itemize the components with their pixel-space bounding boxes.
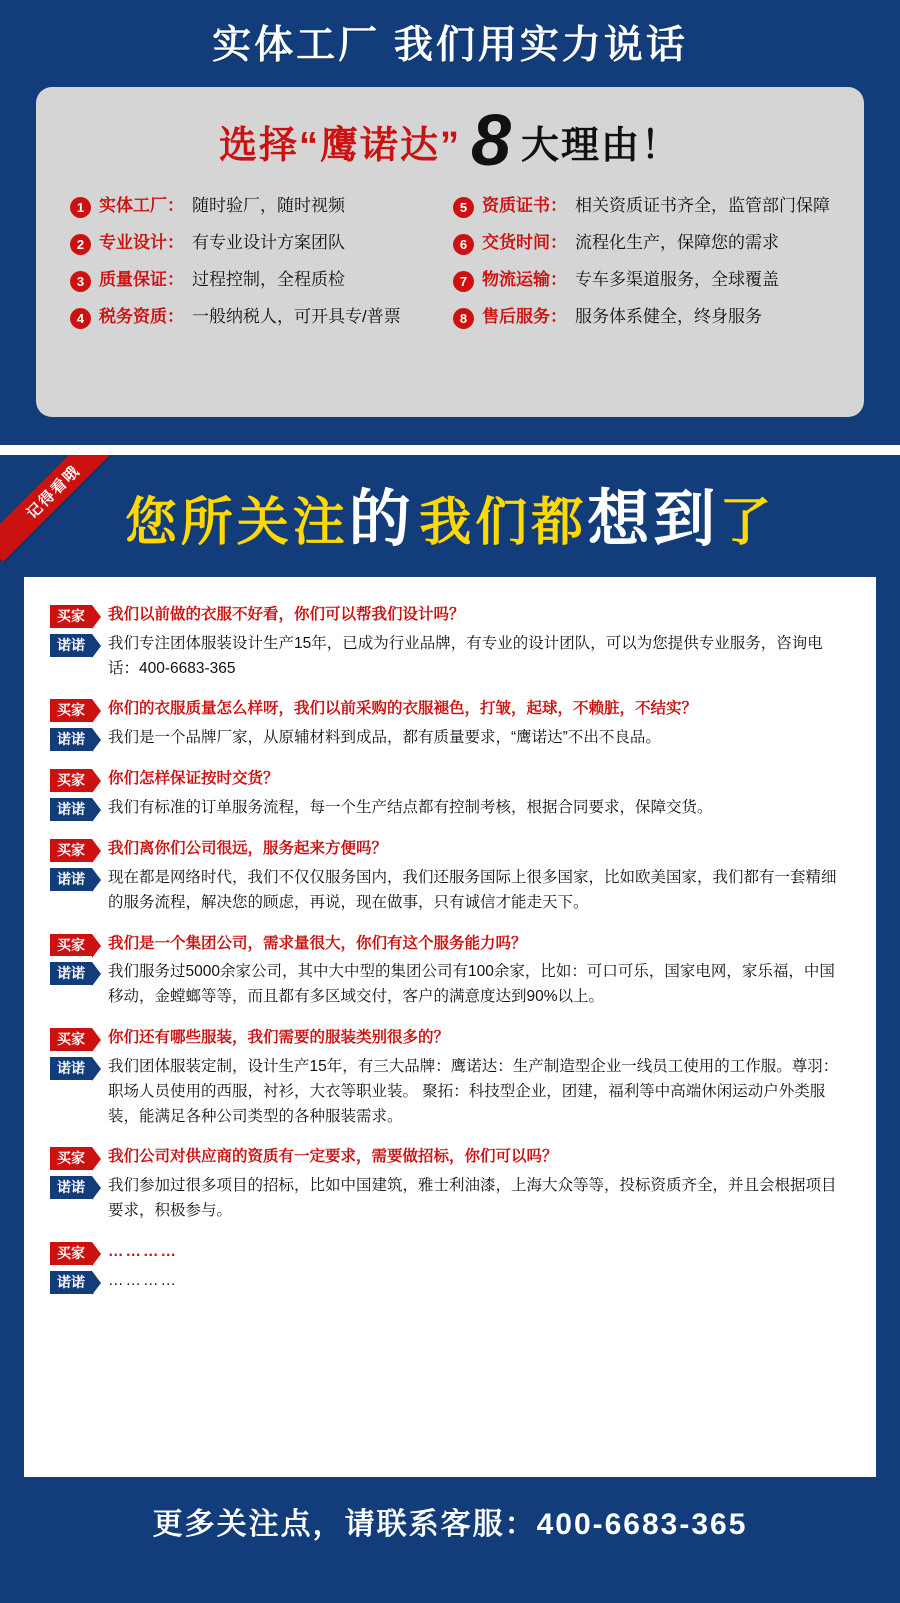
contact-footer: 更多关注点，请联系客服：400-6683-365: [152, 1508, 748, 1541]
faq-question-text: 你们怎样保证按时交货？: [108, 770, 279, 788]
faq-title-part2: 的: [348, 485, 415, 554]
seller-tag: 诺诺: [50, 634, 92, 657]
faq-answer-row: [50, 1174, 850, 1224]
faq-title-part5: 了: [719, 494, 776, 552]
heading-red-prefix: 选择“鹰诺达”: [218, 124, 461, 167]
seller-tag: 诺诺: [50, 1057, 92, 1080]
faq-section: [0, 455, 900, 1603]
faq-title-part4: 想到: [587, 485, 720, 554]
reason-item: [453, 232, 830, 255]
section-divider: [0, 445, 900, 455]
faq-item: [50, 767, 850, 821]
faq-item: [50, 697, 850, 751]
faq-answer-row: [50, 632, 850, 682]
buyer-tag: 买家: [50, 1147, 92, 1170]
heading-black-suffix: 大理由！: [521, 124, 682, 167]
faq-answer-row: [50, 726, 850, 751]
seller-tag: 诺诺: [50, 798, 92, 821]
reason-item: [70, 306, 443, 329]
faq-question-row: [50, 603, 850, 628]
reason-number-badge: 5: [453, 197, 474, 218]
faq-question-row: [50, 1026, 850, 1051]
buyer-tag: 买家: [50, 605, 92, 628]
heading-big-number: 8: [470, 100, 512, 181]
faq-question-text: 我们以前做的衣服不好看，你们可以帮我们设计吗？: [108, 606, 465, 623]
reason-number-badge: 2: [70, 234, 91, 255]
reason-number-badge: 7: [453, 271, 474, 292]
faq-question-row: [50, 837, 850, 862]
seller-tag: 诺诺: [50, 1176, 92, 1199]
faq-title-part1: 您所关注: [124, 494, 349, 552]
reason-item: [453, 195, 830, 218]
faq-answer-text: 我们有标准的订单服务流程，每一个生产结点都有控制考核，根据合同要求，保障交货。: [108, 799, 713, 817]
factory-strength-section: [0, 0, 900, 445]
reason-text: 服务体系健全，终身服务: [575, 307, 762, 327]
reason-label: 实体工厂：: [99, 196, 184, 216]
faq-answer-text: 我们团体服装定制，设计生产15年，有三大品牌：鹰诺达：生产制造型企业一线员工使用的工作服。尊羽：职场人员使用的西服，衬衫，大衣等职业装。 聚拓：科技型企业，团建，福利等中高端休闲运动户外类服装，能满足各种公司类型的各种服装需求。: [108, 1057, 839, 1125]
reason-number-badge: 6: [453, 234, 474, 255]
faq-item: [50, 1026, 850, 1129]
reasons-grid: [64, 191, 836, 329]
reason-item: [70, 269, 443, 292]
reason-text: 相关资质证书齐全，监管部门保障: [575, 196, 830, 216]
seller-tag: 诺诺: [50, 962, 92, 985]
faq-question-text: 我们公司对供应商的资质有一定要求，需要做招标，你们可以吗？: [108, 1148, 558, 1166]
seller-tag: 诺诺: [50, 868, 92, 891]
reason-text: 流程化生产，保障您的需求: [575, 233, 779, 253]
faq-item: [50, 837, 850, 915]
buyer-tag: 买家: [50, 769, 92, 792]
faq-item: [50, 932, 850, 1010]
faq-question-row: [50, 1240, 850, 1265]
reason-label: 专业设计：: [99, 233, 184, 253]
eight-reasons-heading: [64, 100, 836, 181]
seller-tag: 诺诺: [50, 728, 92, 751]
ribbon-label: 记得看哦: [0, 455, 123, 562]
reason-number-badge: 4: [70, 308, 91, 329]
section1-banner-title: 实体工厂 我们用实力说话: [212, 24, 688, 67]
reason-item: [453, 306, 830, 329]
buyer-tag: 买家: [50, 1242, 92, 1265]
buyer-tag: 买家: [50, 839, 92, 862]
faq-question-text: 你们的衣服质量怎么样呀，我们以前采购的衣服褪色，打皱，起球，不赖脏，不结实？: [108, 700, 698, 718]
reason-label: 物流运输：: [482, 270, 567, 290]
faq-question-text: 我们是一个集团公司，需求量很大，你们有这个服务能力吗？: [108, 934, 527, 952]
faq-title-part3: 我们都: [419, 494, 588, 552]
faq-question-row: [50, 932, 850, 957]
faq-question-row: [50, 697, 850, 722]
reason-text: 随时验厂，随时视频: [192, 196, 345, 216]
faq-question-text: …………: [108, 1242, 178, 1260]
reason-number-badge: 1: [70, 197, 91, 218]
faq-title: [0, 455, 900, 577]
reason-text: 一般纳税人，可开具专/普票: [192, 307, 401, 327]
faq-answer-row: [50, 796, 850, 821]
seller-tag: 诺诺: [50, 1271, 92, 1294]
faq-answer-row: [50, 866, 850, 916]
eight-reasons-box: [36, 87, 864, 417]
faq-answer-text: …………: [108, 1271, 178, 1289]
faq-card: [24, 577, 876, 1477]
faq-answer-row: [50, 960, 850, 1010]
faq-answer-text: 我们是一个品牌厂家，从原辅材料到成品，都有质量要求，“鹰诺达”不出不良品。: [108, 729, 661, 747]
buyer-tag: 买家: [50, 699, 92, 722]
reason-number-badge: 3: [70, 271, 91, 292]
reason-label: 质量保证：: [99, 270, 184, 290]
reason-text: 专车多渠道服务，全球覆盖: [575, 270, 779, 290]
faq-answer-row: [50, 1055, 850, 1129]
reason-item: [453, 269, 830, 292]
faq-question-row: [50, 1145, 850, 1170]
faq-question-text: 我们离你们公司很远，服务起来方便吗？: [108, 840, 388, 858]
faq-item: [50, 603, 850, 681]
reason-label: 资质证书：: [482, 196, 567, 216]
reason-text: 过程控制，全程质检: [192, 270, 345, 290]
reason-label: 售后服务：: [482, 307, 567, 327]
faq-question-row: [50, 767, 850, 792]
faq-item: [50, 1240, 850, 1294]
faq-answer-text: 我们参加过很多项目的招标，比如中国建筑，雅士利油漆，上海大众等等，投标资质齐全，并且会根据项目要求，积极参与。: [108, 1177, 837, 1219]
faq-answer-row: [50, 1269, 850, 1294]
reason-number-badge: 8: [453, 308, 474, 329]
reason-label: 税务资质：: [99, 307, 184, 327]
reason-item: [70, 232, 443, 255]
faq-question-text: 你们还有哪些服装，我们需要的服装类别很多的？: [108, 1029, 450, 1047]
faq-answer-text: 我们专注团体服装设计生产15年，已成为行业品牌，有专业的设计团队，可以为您提供专业服务，咨询电话：400-6683-365: [108, 634, 823, 677]
faq-item: [50, 1145, 850, 1223]
buyer-tag: 买家: [50, 934, 92, 957]
reason-label: 交货时间：: [482, 233, 567, 253]
buyer-tag: 买家: [50, 1028, 92, 1051]
reason-text: 有专业设计方案团队: [192, 233, 345, 253]
reason-item: [70, 195, 443, 218]
faq-answer-text: 现在都是网络时代，我们不仅仅服务国内，我们还服务国际上很多国家，比如欧美国家，我们都有一套精细的服务流程，解决您的顾虑，再说，现在做事，只有诚信才能走天下。: [108, 868, 837, 911]
faq-answer-text: 我们服务过5000余家公司，其中大中型的集团公司有100余家，比如：可口可乐，国家电网，家乐福，中国移动，金螳螂等等，而且都有多区域交付，客户的满意度达到90%以上。: [108, 963, 835, 1006]
